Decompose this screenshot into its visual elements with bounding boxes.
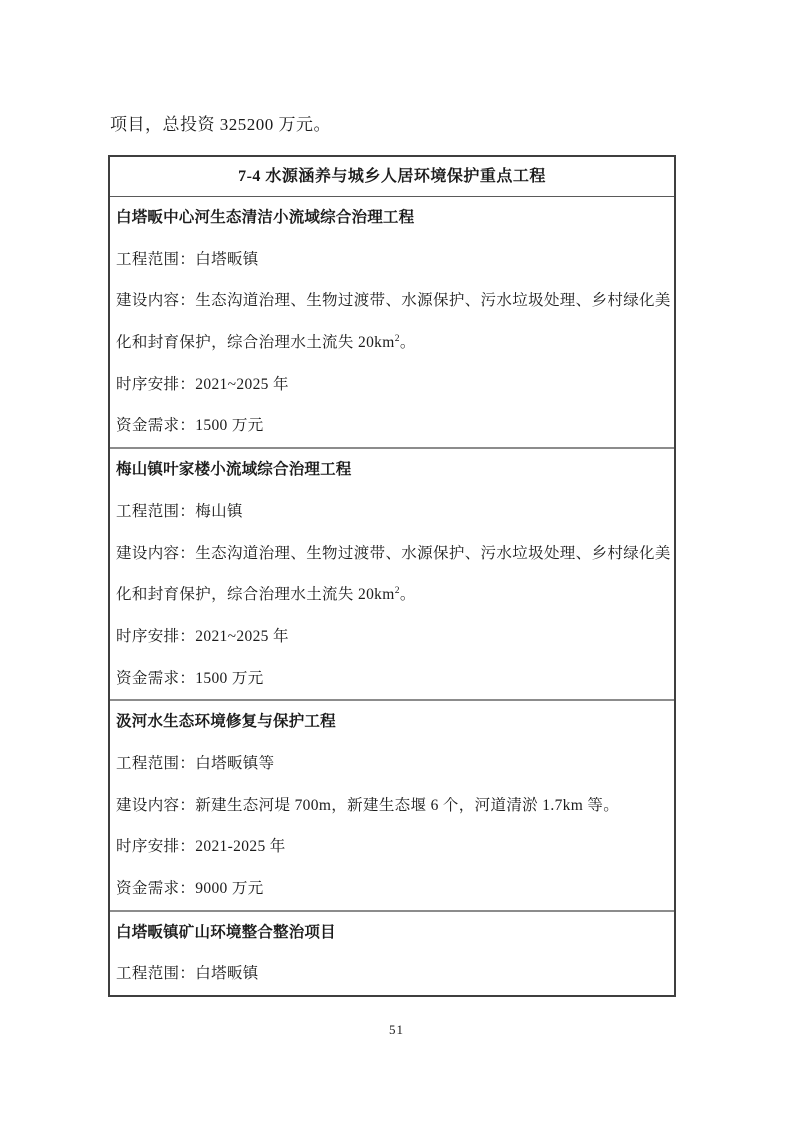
content-text: 化和封育保护，综合治理水土流失 20km	[116, 586, 395, 604]
project-title: 白塔畈中心河生态清洁小流域综合治理工程	[116, 209, 415, 226]
project-schedule: 时序安排：2021~2025 年	[116, 627, 289, 645]
project-section-4	[110, 910, 674, 995]
project-section-2	[110, 447, 674, 699]
content-text-end: 。	[399, 586, 416, 604]
project-title: 汲河水生态环境修复与保护工程	[116, 713, 336, 731]
project-funding: 资金需求：9000 万元	[116, 880, 264, 897]
content-text: 化和封育保护，综合治理水土流失 20km	[116, 334, 395, 352]
projects-table	[108, 155, 676, 997]
table-title: 7-4 水源涵养与城乡人居环境保护重点工程	[110, 157, 674, 197]
project-title: 梅山镇叶家楼小流域综合治理工程	[116, 461, 352, 479]
project-schedule: 时序安排：2021~2025 年	[116, 375, 289, 393]
page-number: 51	[389, 1022, 404, 1037]
project-content-line1: 建设内容：生态沟道治理、生物过渡带、水源保护、污水垃圾处理、乡村绿化美	[116, 544, 671, 562]
superscript-2: 2	[394, 585, 400, 597]
project-title: 白塔畈镇矿山环境整合整治项目	[116, 923, 336, 941]
project-content-line1: 建设内容：新建生态河堤 700m，新建生态堰 6 个，河道清淤 1.7km 等。	[116, 796, 620, 814]
intro-paragraph: 项目，总投资 325200 万元。	[110, 115, 331, 134]
project-funding: 资金需求：1500 万元	[116, 669, 264, 687]
project-content-line2	[116, 574, 674, 616]
project-scope: 工程范围：白塔畈镇	[116, 250, 259, 268]
project-section-1	[110, 197, 674, 447]
content-text-end: 。	[399, 334, 416, 352]
project-scope: 工程范围：白塔畈镇等	[116, 754, 275, 772]
project-content-line2	[116, 322, 674, 364]
project-funding: 资金需求：1500 万元	[116, 417, 264, 435]
project-schedule: 时序安排：2021-2025 年	[116, 838, 286, 856]
project-scope: 工程范围：白塔畈镇	[116, 965, 259, 983]
project-content-line1: 建设内容：生态沟道治理、生物过渡带、水源保护、污水垃圾处理、乡村绿化美	[116, 292, 671, 310]
project-scope: 工程范围：梅山镇	[116, 502, 243, 520]
project-section-3	[110, 699, 674, 909]
superscript-2: 2	[394, 332, 400, 344]
